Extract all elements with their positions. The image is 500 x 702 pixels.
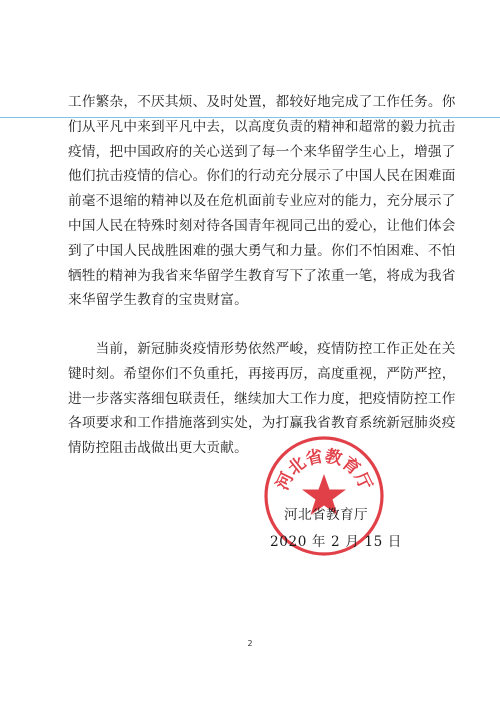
text-line: 键时刻。希望你们不负重托，再接再厉，高度重视，严防严控， (68, 365, 456, 382)
text-line: 当前，新冠肺炎疫情形势依然严峻，疫情防控工作正处在关 (68, 341, 456, 357)
text-line: 疫情，把中国政府的关心送到了每一个来华留学生心上，增强了 (68, 143, 456, 160)
seal-text: 河北省教育厅 (272, 446, 376, 494)
signature-organization: 河北省教育厅 (284, 507, 368, 523)
text-line: 牺牲的精神为我省来华留学生教育写下了浓重一笔，将成为我省 (68, 267, 456, 284)
page-number: 2 (247, 639, 253, 648)
text-line: 来华留学生教育的宝贵财富。 (68, 292, 248, 309)
document-date: 2020 年 2 月 15 日 (270, 534, 402, 550)
text-line: 到了中国人民战胜困难的强大勇气和力量。你们不怕困难、不怕 (68, 242, 456, 259)
text-line: 情防控阻击战做出更大贡献。 (68, 440, 248, 457)
text-line: 中国人民在特殊时刻对待各国青年视同己出的爱心，让他们体会 (68, 217, 456, 234)
text-line: 们从平凡中来到平凡中去，以高度负责的精神和超常的毅力抗击 (68, 118, 456, 135)
text-line: 他们抗击疫情的信心。你们的行动充分展示了中国人民在困难面 (68, 168, 456, 185)
text-line: 工作繁杂，不厌其烦、及时处置，都较好地完成了工作任务。你 (68, 94, 456, 110)
text-line: 前毫不退缩的精神以及在危机面前专业应对的能力，充分展示了 (68, 193, 456, 210)
text-line: 各项要求和工作措施落到实处，为打赢我省教育系统新冠肺炎疫 (68, 415, 456, 432)
paragraph-1 (68, 90, 456, 313)
text-line: 进一步落实落细包联责任，继续加大工作力度，把疫情防控工作 (68, 390, 456, 407)
